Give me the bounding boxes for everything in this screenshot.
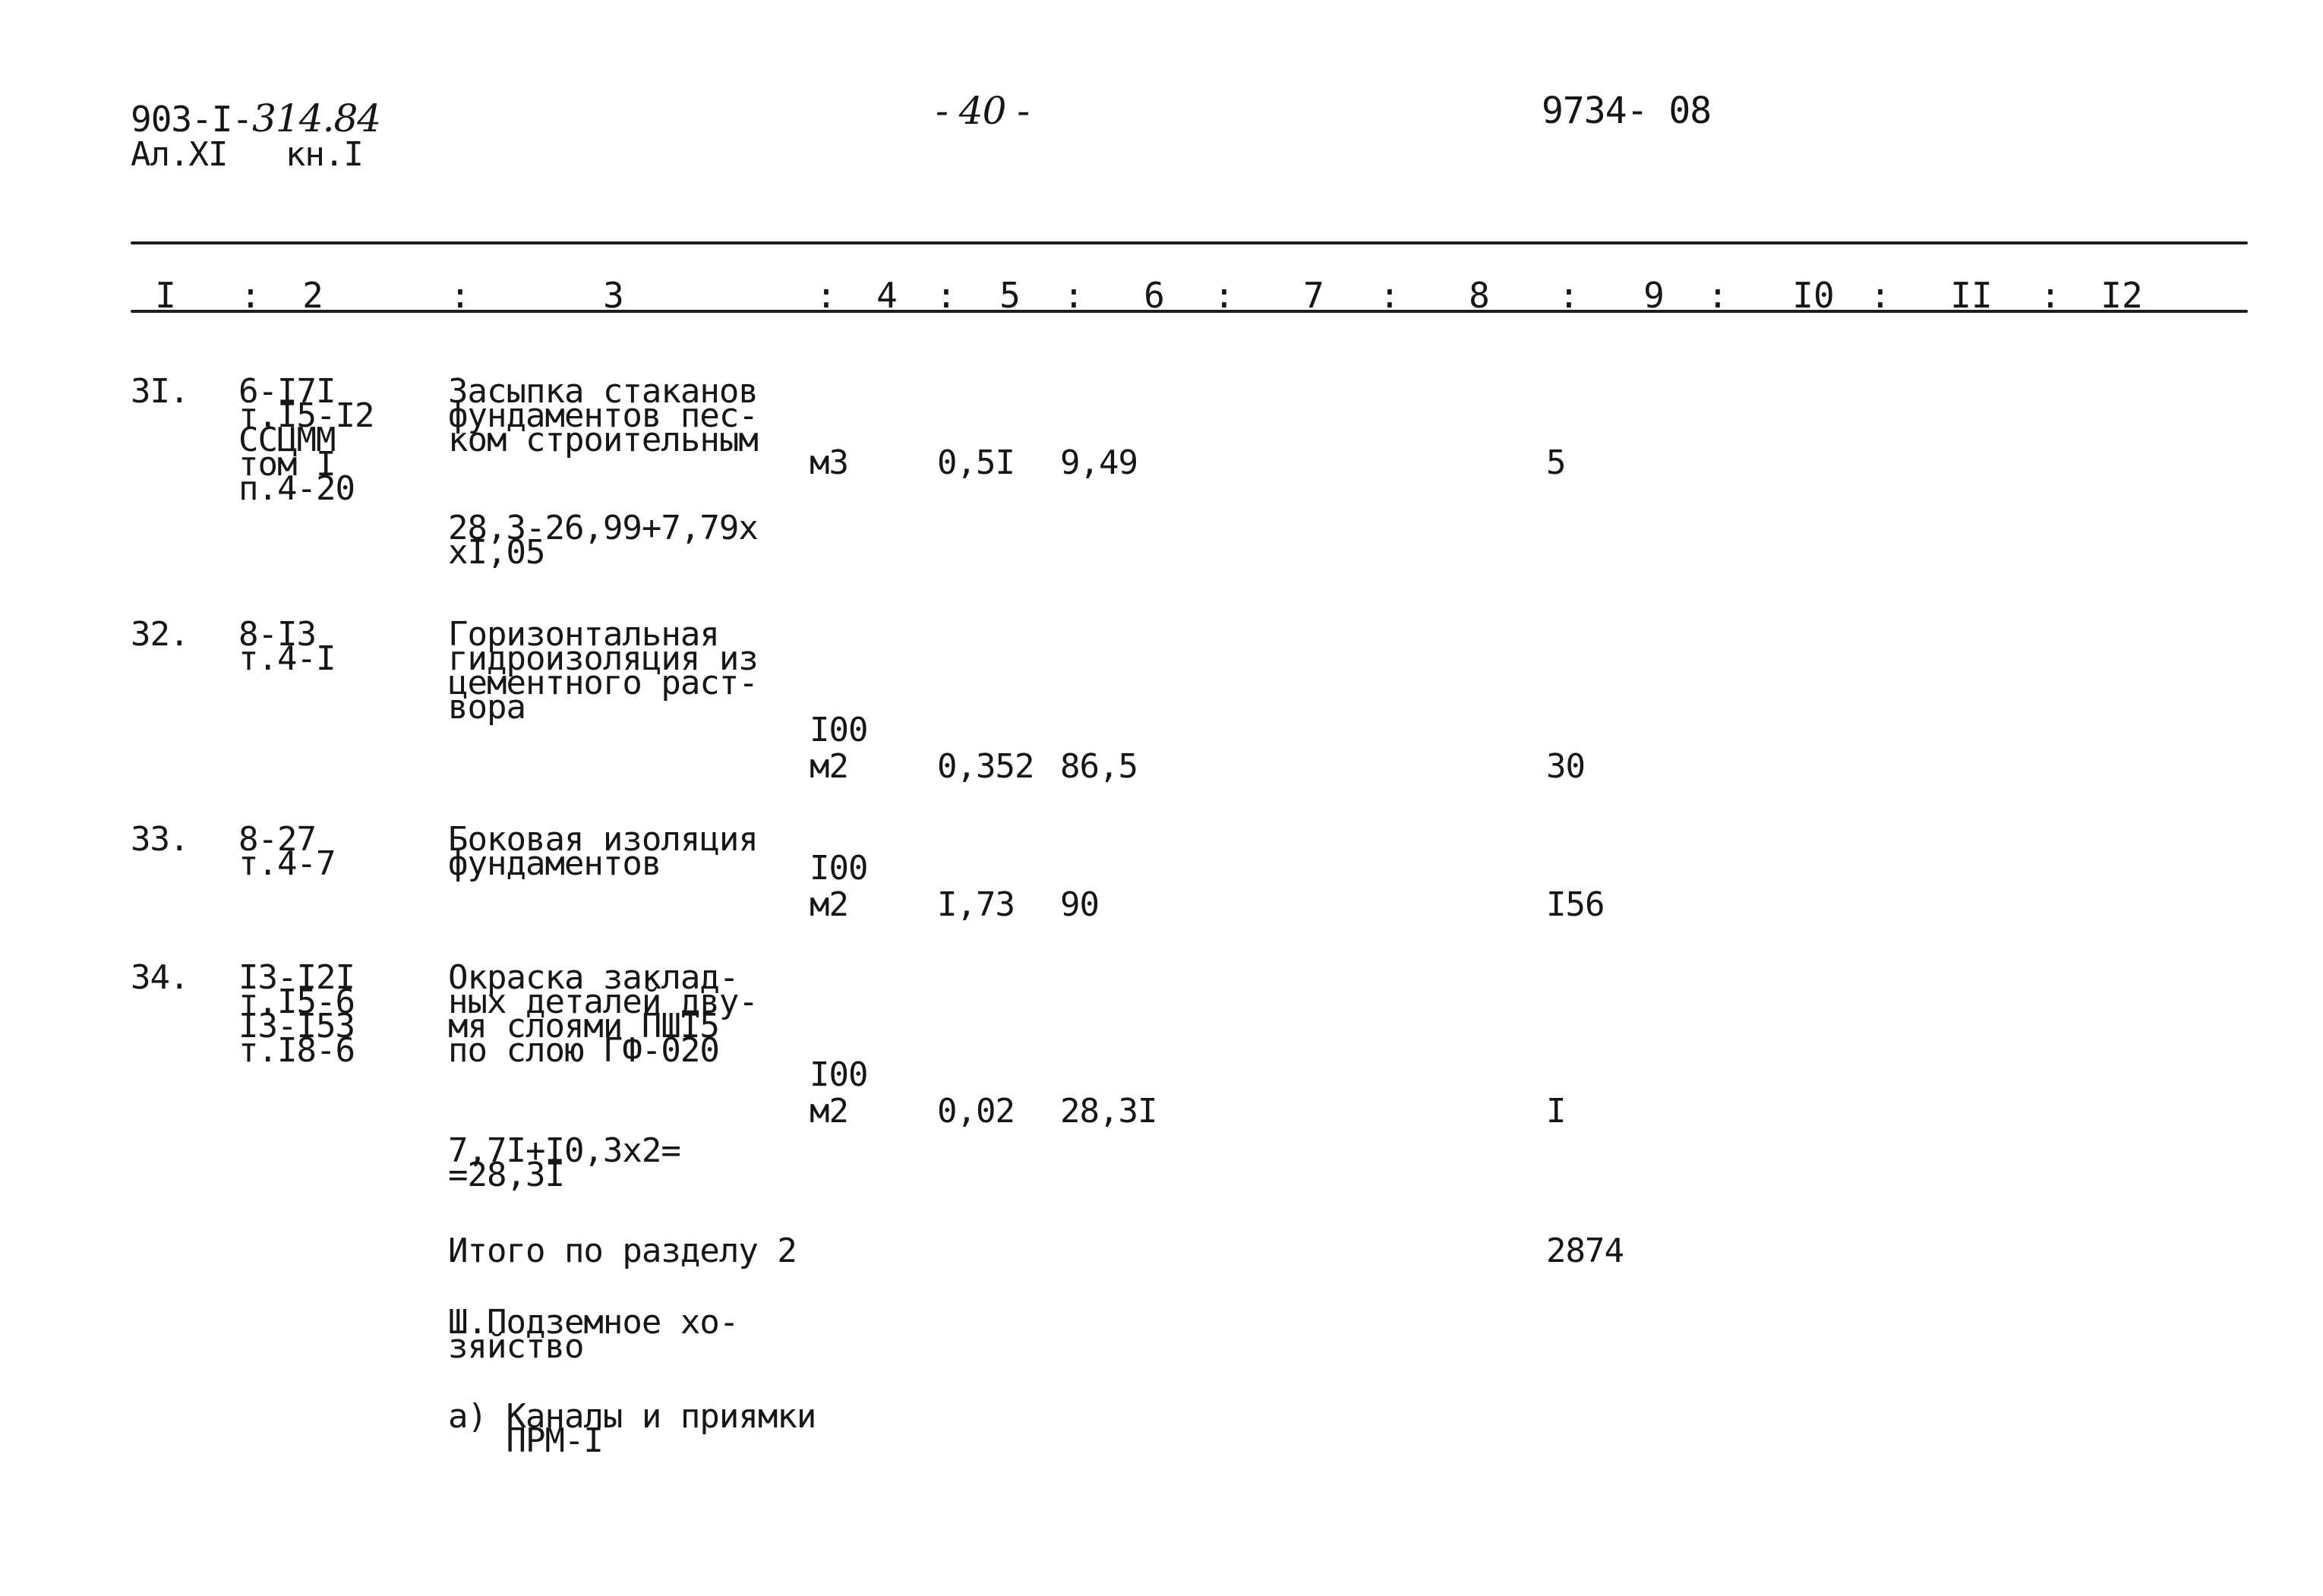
unit: м3: [810, 443, 848, 482]
row-number: 32.: [131, 615, 189, 654]
col-sep: :: [450, 275, 471, 316]
col-11: II: [1950, 275, 1993, 316]
total-cost: 5: [1546, 443, 1566, 482]
quantity: 0,02: [937, 1092, 1015, 1131]
col-sep: :: [1558, 275, 1580, 316]
unit-multiplier: I00: [810, 849, 868, 888]
work-name: Окраска заклад- ных деталей дву- мя слоями ПШI5 по слою ГФ-020: [448, 958, 758, 1070]
unit-price: 86,5: [1060, 747, 1138, 786]
work-name: Горизонтальная гидроизоляция из цементного раст- вора: [448, 615, 758, 727]
unit: м2: [810, 885, 848, 924]
subtotal-label: Итого по разделу 2: [448, 1232, 797, 1270]
unit-price: 90: [1060, 885, 1099, 924]
quantity: 0,352: [937, 747, 1034, 786]
col-5: 5: [999, 275, 1021, 316]
col-12: I2: [2100, 275, 2143, 316]
col-1: I: [155, 275, 176, 316]
norm-code: 8-I3 т.4-I: [238, 615, 336, 678]
col-sep: :: [240, 275, 261, 316]
col-2: 2: [302, 275, 324, 316]
col-7: 7: [1303, 275, 1324, 316]
quantity: I,73: [937, 885, 1015, 924]
total-cost: 30: [1546, 747, 1585, 786]
calculation: 7,7I+I0,3х2= =28,3I: [448, 1131, 680, 1194]
col-sep: :: [1214, 275, 1235, 316]
col-sep: :: [936, 275, 957, 316]
unit: м2: [810, 747, 848, 786]
unit-price: 9,49: [1060, 443, 1138, 482]
total-cost: I: [1546, 1092, 1566, 1131]
series-printed: 903-I-: [131, 99, 253, 140]
page-number: - 40 -: [936, 89, 1030, 133]
col-10: I0: [1792, 275, 1835, 316]
unit-price: 28,3I: [1060, 1092, 1157, 1131]
col-sep: :: [1063, 275, 1084, 316]
col-sep: :: [2040, 275, 2061, 316]
document-series: [131, 96, 381, 140]
document-number: 9734- 08: [1542, 90, 1712, 132]
subtotal-total: 2874: [1546, 1232, 1624, 1270]
work-name: Боковая изоляция фундаментов: [448, 820, 758, 883]
norm-code: 8-27 т.4-7: [238, 820, 336, 883]
col-sep: :: [1870, 275, 1891, 316]
total-cost: I56: [1546, 885, 1605, 924]
unit-multiplier: I00: [810, 1055, 868, 1094]
row-number: 33.: [131, 820, 189, 859]
norm-code: I3-I2I т.I5-6 I3-I53 т.I8-6: [238, 958, 355, 1070]
section-heading: Ш.Подземное хо- зяйство: [448, 1303, 739, 1366]
subsection-heading: а) Каналы и приямки ПРМ-I: [448, 1397, 816, 1460]
row-number: 34.: [131, 958, 189, 997]
col-3: 3: [603, 275, 624, 316]
series-handwritten: 314.84: [252, 96, 381, 140]
col-sep: :: [816, 275, 837, 316]
col-4: 4: [876, 275, 898, 316]
calculation: 28,3-26,99+7,79х хI,05: [448, 509, 758, 572]
unit: м2: [810, 1092, 848, 1131]
quantity: 0,5I: [937, 443, 1015, 482]
col-sep: :: [1707, 275, 1728, 316]
col-6: 6: [1144, 275, 1165, 316]
top-rule: [131, 241, 2248, 244]
col-sep: :: [1379, 275, 1400, 316]
col-9: 9: [1643, 275, 1665, 316]
col-8: 8: [1469, 275, 1490, 316]
norm-code: 6-I7I т.I5-I2 ССЦММ том I п.4-20: [238, 372, 374, 508]
work-name: Засыпка стаканов фундаментов пес- ком строительным: [448, 372, 758, 459]
album-label: Ал.XI кн.I: [131, 135, 363, 174]
unit-multiplier: I00: [810, 711, 868, 749]
row-number: 3I.: [131, 372, 189, 411]
